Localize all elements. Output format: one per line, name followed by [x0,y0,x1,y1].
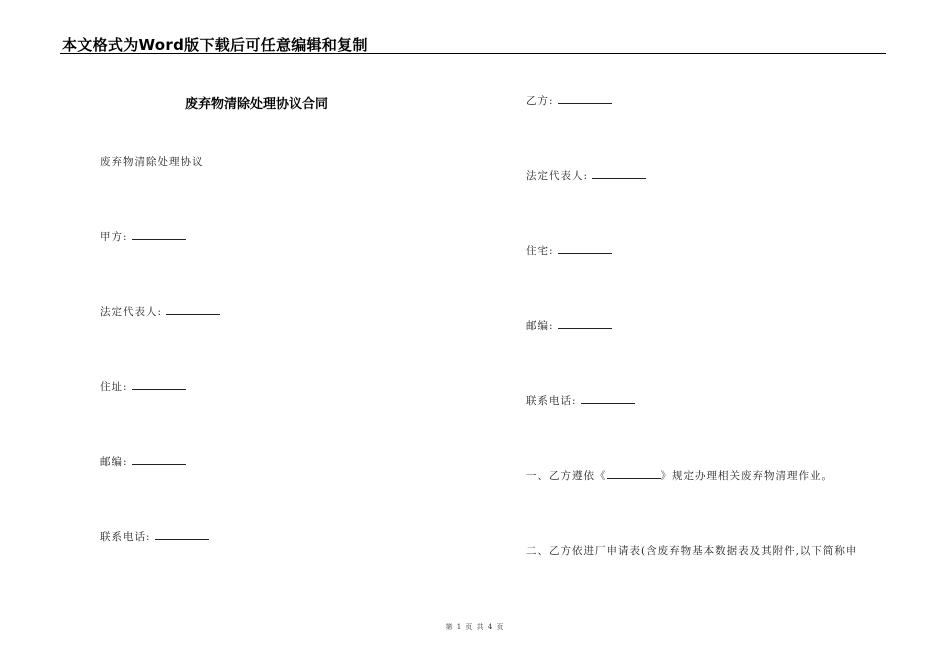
party-a-postcode-label: 邮编: [100,456,128,468]
clause-1 [526,468,833,483]
left-line-subtitle [100,154,204,169]
party-b-legal-rep-field [526,168,646,183]
party-b-phone-label: 联系电话: [526,395,577,407]
party-a-phone-field [100,529,209,544]
party-b-postcode-blank[interactable] [558,319,612,329]
clause-1-suffix: 》规定办理相关废弃物清理作业。 [660,470,833,482]
party-a-label: 甲方: [100,231,128,243]
party-a-legal-rep-field [100,304,220,319]
party-b-blank[interactable] [558,94,612,104]
party-a-address-label: 住址: [100,381,128,393]
page-header-title: 本文格式为Word版下载后可任意编辑和复制 [62,36,368,54]
party-a-phone-blank[interactable] [155,530,209,540]
party-a-legal-rep-blank[interactable] [166,305,220,315]
party-a-phone-label: 联系电话: [100,531,151,543]
party-a-postcode-blank[interactable] [132,455,186,465]
party-a-field [100,229,186,244]
party-b-residence-label: 住宅: [526,245,554,257]
clause-1-prefix: 一、乙方遵依《 [526,470,607,482]
party-b-residence-field [526,243,612,258]
party-a-legal-rep-label: 法定代表人: [100,306,163,318]
left-line-label: 废弃物清除处理协议 [100,156,204,168]
party-b-phone-blank[interactable] [581,394,635,404]
party-b-postcode-label: 邮编: [526,320,554,332]
party-b-label: 乙方: [526,95,554,107]
page-number: 第 1 页 共 4 页 [445,623,505,631]
party-a-postcode-field [100,454,186,469]
clause-2: 二、乙方依进厂申请表(含废弃物基本数据表及其附件,以下简称申 [526,545,858,557]
party-b-residence-blank[interactable] [558,244,612,254]
party-b-legal-rep-label: 法定代表人: [526,170,589,182]
party-b-phone-field [526,393,635,408]
header-divider [60,53,886,54]
party-a-address-field [100,379,186,394]
party-b-field [526,93,612,108]
party-b-legal-rep-blank[interactable] [592,169,646,179]
party-a-blank[interactable] [132,230,186,240]
clause-1-blank[interactable] [607,469,661,479]
party-a-address-blank[interactable] [132,380,186,390]
document-title: 废弃物清除处理协议合同 [185,97,329,112]
party-b-postcode-field [526,318,612,333]
